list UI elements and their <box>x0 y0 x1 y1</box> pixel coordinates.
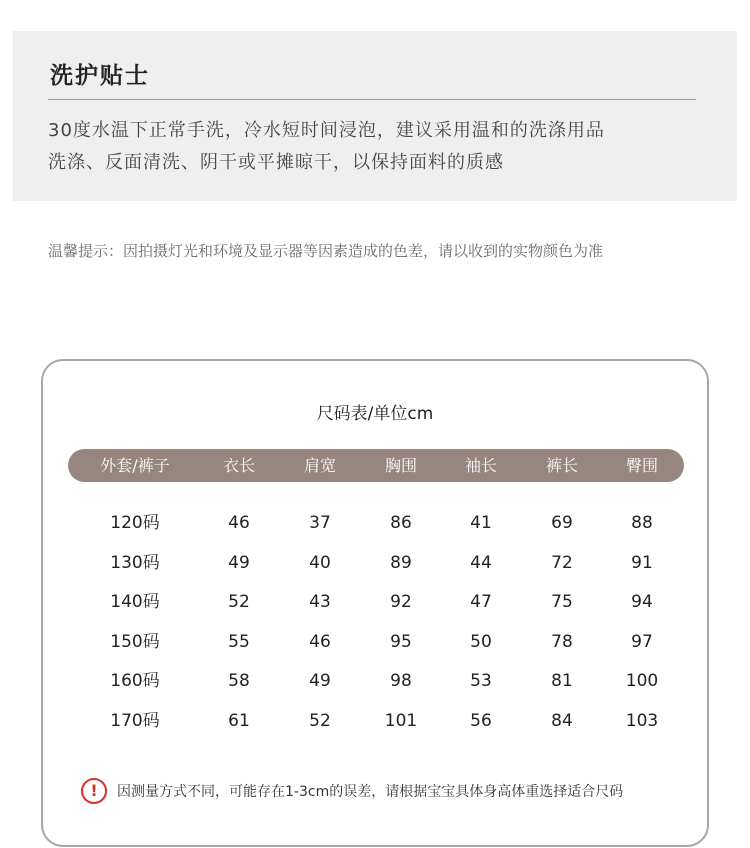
table-cell: 98 <box>390 671 412 691</box>
table-cell: 55 <box>228 632 250 652</box>
table-cell: 37 <box>309 513 331 533</box>
table-cell: 47 <box>470 592 492 612</box>
header-cell: 裤长 <box>545 456 578 475</box>
table-cell: 101 <box>384 711 418 731</box>
table-cell: 120码 <box>110 513 160 533</box>
warning-icon: ! <box>81 778 107 804</box>
table-cell: 95 <box>390 632 412 652</box>
header-cell: 外套/裤子 <box>100 456 170 475</box>
table-cell: 53 <box>470 671 492 691</box>
table-cell: 69 <box>551 513 573 533</box>
table-cell: 52 <box>228 592 250 612</box>
size-chart-header <box>68 449 684 482</box>
table-cell: 89 <box>390 553 412 573</box>
table-cell: 41 <box>470 513 492 533</box>
table-cell: 46 <box>309 632 331 652</box>
header-cell: 胸围 <box>384 456 417 475</box>
table-cell: 46 <box>228 513 250 533</box>
table-cell: 49 <box>309 671 331 691</box>
care-tips-line-2: 洗涤、反面清洗、阴干或平摊晾干，以保持面料的质感 <box>48 152 504 173</box>
table-row <box>43 551 707 575</box>
table-cell: 40 <box>309 553 331 573</box>
table-cell: 58 <box>228 671 250 691</box>
table-cell: 84 <box>551 711 573 731</box>
measurement-note-text: 因测量方式不同，可能存在1-3cm的误差，请根据宝宝具体身高体重选择适合尺码 <box>117 784 624 800</box>
care-tips-line-1: 30度水温下正常手洗，冷水短时间浸泡，建议采用温和的洗涤用品 <box>48 120 605 141</box>
table-cell: 81 <box>551 671 573 691</box>
table-cell: 91 <box>631 553 653 573</box>
measurement-note <box>81 777 623 805</box>
table-cell: 56 <box>470 711 492 731</box>
table-cell: 170码 <box>110 711 160 731</box>
table-cell: 50 <box>470 632 492 652</box>
table-cell: 61 <box>228 711 250 731</box>
table-row <box>43 630 707 654</box>
table-cell: 92 <box>390 592 412 612</box>
table-cell: 103 <box>625 711 659 731</box>
table-cell: 140码 <box>110 592 160 612</box>
table-cell: 72 <box>551 553 573 573</box>
table-cell: 86 <box>390 513 412 533</box>
table-cell: 97 <box>631 632 653 652</box>
table-cell: 100 <box>625 671 659 691</box>
header-cell: 臀围 <box>625 456 658 475</box>
table-cell: 150码 <box>110 632 160 652</box>
table-row <box>43 709 707 733</box>
table-cell: 49 <box>228 553 250 573</box>
header-cell: 衣长 <box>222 456 255 475</box>
table-cell: 43 <box>309 592 331 612</box>
table-cell: 88 <box>631 513 653 533</box>
size-chart-title: 尺码表/单位cm <box>316 404 434 424</box>
table-row <box>43 669 707 693</box>
table-cell: 44 <box>470 553 492 573</box>
table-row <box>43 511 707 535</box>
table-row <box>43 590 707 614</box>
table-cell: 52 <box>309 711 331 731</box>
table-cell: 130码 <box>110 553 160 573</box>
care-tips-divider <box>48 99 696 100</box>
table-cell: 75 <box>551 592 573 612</box>
color-disclaimer: 温馨提示：因拍摄灯光和环境及显示器等因素造成的色差，请以收到的实物颜色为准 <box>48 242 604 260</box>
care-tips-panel <box>13 31 737 201</box>
table-cell: 160码 <box>110 671 160 691</box>
care-tips-title: 洗护贴士 <box>50 63 150 89</box>
table-cell: 94 <box>631 592 653 612</box>
size-chart-card <box>41 359 709 847</box>
care-tips-text <box>48 115 708 179</box>
table-cell: 78 <box>551 632 573 652</box>
header-cell: 肩宽 <box>303 456 336 475</box>
header-cell: 袖长 <box>464 456 497 475</box>
